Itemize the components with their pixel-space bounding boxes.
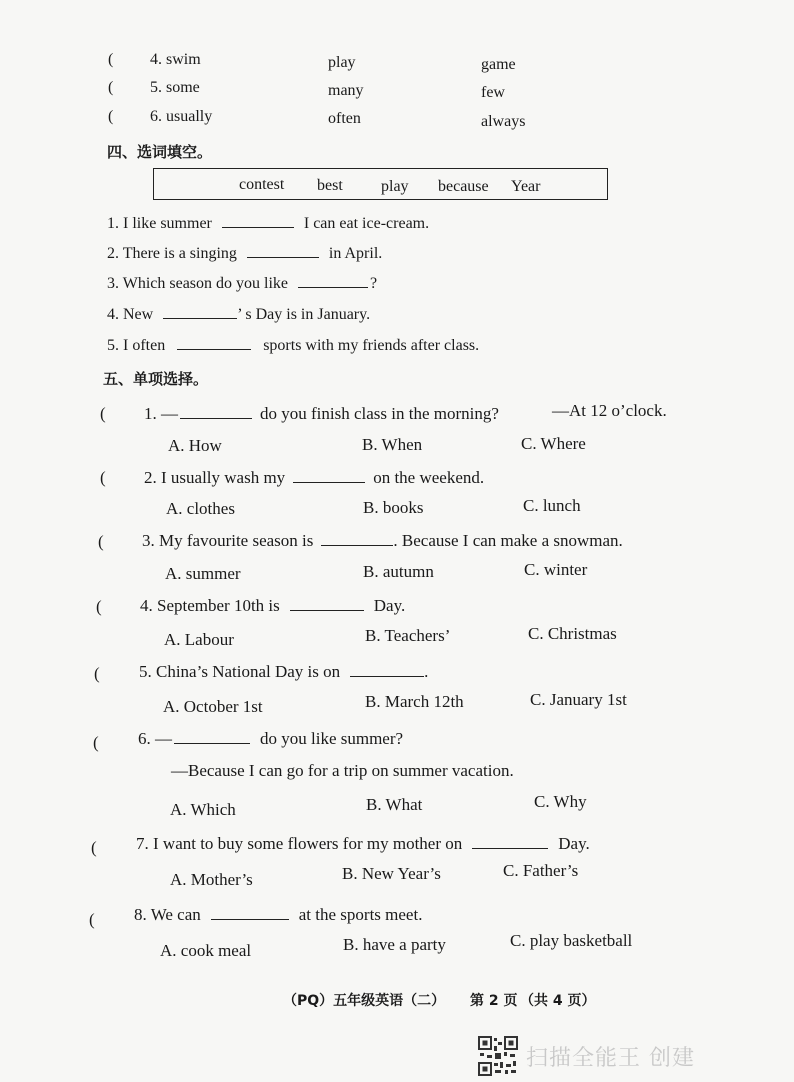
item-number: 4.	[107, 306, 119, 323]
answer-blank[interactable]	[293, 468, 365, 483]
question-text: do you finish class in the morning?	[260, 404, 499, 423]
paren: (	[108, 51, 114, 68]
word-bank-item: because	[438, 178, 489, 195]
paren: (	[89, 910, 95, 929]
fill-item-5	[107, 335, 479, 355]
question-text: Day.	[558, 834, 590, 853]
answer-blank[interactable]	[321, 531, 393, 546]
item-text: I like summer	[123, 215, 212, 232]
option-b[interactable]: B. autumn	[363, 562, 434, 581]
answer-blank[interactable]	[247, 243, 319, 258]
word-bank-item: contest	[239, 176, 285, 193]
item-text: I can eat ice-cream.	[303, 215, 430, 232]
option-c[interactable]: C. Christmas	[528, 624, 617, 643]
question-text: do you like summer?	[260, 729, 404, 748]
question-text: 2. I usually wash my	[144, 468, 286, 487]
question-text: 3. My favourite season is	[142, 531, 314, 550]
paren: (	[108, 79, 114, 96]
s3-option-b: many	[328, 82, 364, 99]
s3-option-b: play	[328, 54, 356, 71]
answer-blank[interactable]	[174, 729, 250, 744]
fill-item-3	[107, 273, 377, 293]
option-b[interactable]: B. New Year’s	[342, 864, 441, 883]
question-text: 6. —	[138, 729, 172, 748]
question-text: 8. We can	[134, 905, 201, 924]
item-text: I often	[123, 337, 166, 354]
item-text: New	[123, 306, 154, 323]
s3-option-c: few	[481, 84, 505, 101]
answer-blank[interactable]	[163, 304, 237, 319]
answer-blank[interactable]	[290, 596, 364, 611]
paren: (	[91, 838, 97, 857]
question-text: on the weekend.	[373, 468, 485, 487]
answer-blank[interactable]	[350, 662, 424, 677]
mc-question-8	[134, 905, 422, 925]
mc-question-6	[138, 729, 403, 749]
item-text: ’ s Day is in January.	[237, 306, 371, 323]
option-c[interactable]: C. Why	[534, 792, 587, 811]
paren: (	[93, 733, 99, 752]
word-bank-item: Year	[511, 178, 541, 195]
option-c[interactable]: C. play basketball	[510, 931, 633, 950]
item-number: 5.	[107, 337, 119, 354]
answer-blank[interactable]	[222, 213, 294, 228]
option-b[interactable]: B. have a party	[343, 935, 446, 954]
paren: (	[108, 108, 114, 125]
option-a[interactable]: A. How	[168, 436, 222, 455]
option-c[interactable]: C. winter	[524, 560, 588, 579]
option-a[interactable]: A. clothes	[166, 499, 235, 518]
word-bank-item: play	[381, 178, 409, 195]
word-bank-item: best	[317, 177, 343, 194]
mc-question-3	[142, 531, 623, 551]
mc-question-6-line2: —Because I can go for a trip on summer vacation.	[171, 761, 514, 780]
answer-blank[interactable]	[180, 404, 252, 419]
answer-blank[interactable]	[472, 834, 548, 849]
item-number: 1.	[107, 215, 119, 232]
question-text: 4. September 10th is	[140, 596, 280, 615]
item-number: 3.	[107, 275, 119, 292]
option-b[interactable]: B. Teachers’	[365, 626, 451, 645]
question-text: Day.	[373, 596, 406, 615]
question-text: 5. China’s National Day is on	[139, 662, 341, 681]
option-a[interactable]: A. summer	[165, 564, 241, 583]
mc-question-4	[140, 596, 405, 616]
footer-page: 第 2 页	[470, 993, 518, 1009]
option-b[interactable]: B. When	[362, 435, 423, 454]
qr-code-icon	[478, 1036, 518, 1076]
question-text: .	[424, 662, 429, 681]
option-b[interactable]: B. What	[366, 795, 423, 814]
question-text: 1. —	[144, 404, 178, 423]
option-c[interactable]: C. Where	[521, 434, 586, 453]
item-text: sports with my friends after class.	[263, 337, 480, 354]
option-a[interactable]: A. Mother’s	[170, 870, 253, 889]
item-text: Which season do you like	[122, 275, 289, 292]
s3-option-c: game	[481, 56, 516, 73]
mc-question-1	[144, 404, 499, 424]
section4-title: 四、选词填空。	[107, 143, 213, 161]
footer-total: （共 4 页）	[520, 993, 596, 1009]
answer-blank[interactable]	[298, 273, 368, 288]
paren: (	[100, 404, 106, 423]
fill-item-2	[107, 243, 382, 263]
item-number: 2.	[107, 245, 119, 262]
mc-question-7	[136, 834, 590, 854]
mc-question-2	[144, 468, 484, 488]
paren: (	[98, 532, 104, 551]
mc-question-5	[139, 662, 428, 682]
section5-title: 五、单项选择。	[103, 370, 209, 388]
option-a[interactable]: A. October 1st	[163, 697, 263, 716]
option-c[interactable]: C. January 1st	[530, 690, 627, 709]
s3-option-b: often	[328, 110, 361, 127]
answer-blank[interactable]	[177, 335, 251, 350]
s3-item-6: 6. usually	[150, 108, 213, 125]
option-a[interactable]: A. Labour	[164, 630, 234, 649]
item-text: There is a singing	[122, 245, 237, 262]
paren: (	[94, 664, 100, 683]
option-c[interactable]: C. Father’s	[503, 861, 579, 880]
fill-item-1	[107, 213, 429, 233]
answer-blank[interactable]	[211, 905, 289, 920]
question-text: . Because I can make a snowman.	[393, 531, 623, 550]
option-b[interactable]: B. books	[363, 498, 424, 517]
option-b[interactable]: B. March 12th	[365, 692, 464, 711]
s3-item-4: 4. swim	[150, 51, 201, 68]
paren: (	[100, 468, 106, 487]
s3-option-c: always	[481, 113, 526, 130]
watermark-text: 扫描全能王 创建	[526, 1046, 695, 1071]
paren: (	[96, 597, 102, 616]
item-text: ?	[370, 275, 378, 292]
s3-item-5: 5. some	[150, 79, 200, 96]
footer-title: （PQ）五年级英语（二）	[283, 993, 446, 1009]
option-a[interactable]: A. Which	[170, 800, 236, 819]
question-text: at the sports meet.	[298, 905, 423, 924]
item-text: in April.	[328, 245, 383, 262]
question-text: 7. I want to buy some flowers for my mother on	[136, 834, 463, 853]
option-c[interactable]: C. lunch	[523, 496, 581, 515]
mc-answer-note: —At 12 o’clock.	[552, 401, 667, 420]
fill-item-4	[107, 304, 370, 324]
option-a[interactable]: A. cook meal	[160, 941, 252, 960]
